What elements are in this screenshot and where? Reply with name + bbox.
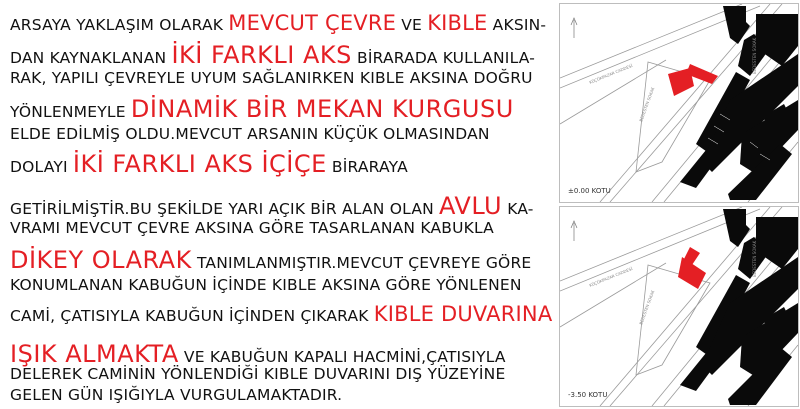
existing-buildings [680,209,798,405]
text-segment: ELDE EDİLMİŞ OLDU.MEVCUT ARSANIN KÜÇÜK OLMASINDAN [10,125,490,143]
svg-text:BEDESTEN SOKAK: BEDESTEN SOKAK [638,289,656,326]
text-line-6 [10,150,408,178]
site-plans [559,0,800,409]
text-segment: VE [396,16,428,34]
text-line-1 [10,11,546,35]
highlight-isik-almakta: IŞIK ALMAKTA [10,340,179,368]
text-segment: KA- [502,200,534,218]
text-segment: VRAMI MEVCUT ÇEVRE AKSINA GÖRE TASARLANAN KABUKLA [10,219,494,237]
text-segment: CAMİ, ÇATISIYLA KABUĞUN İÇİNDEN ÇIKARAK [10,307,374,325]
highlight-iki-farkli-aks-icice: İKİ FARKLI AKS İÇİÇE [72,150,327,178]
text-segment: YÖNLENMEYLE [10,103,131,121]
text-segment: AKSIN- [487,16,547,34]
highlight-dinamik-mekan: DİNAMİK BİR MEKAN KURGUSU [130,95,514,123]
text-line-14 [10,386,342,404]
text-segment: GELEN GÜN IŞIĞIYLA VURGULAMAKTADIR. [10,386,343,404]
text-line-13 [10,365,505,383]
svg-text:KÜÇÜKPAZAR CADDESİ: KÜÇÜKPAZAR CADDESİ [588,63,634,85]
text-line-12 [10,340,506,368]
text-segment: BİRARAYA [326,158,408,176]
text-segment: BİRARADA KULLANILA- [351,49,536,67]
text-line-5 [10,125,490,143]
level-label: -3.50 KOTU [568,391,608,399]
text-line-7 [10,192,534,220]
svg-text:KÜÇÜKPAZAR CADDESİ: KÜÇÜKPAZAR CADDESİ [588,266,634,288]
svg-text:BEDESTEN SOKAK: BEDESTEN SOKAK [638,86,656,123]
text-segment: DAN KAYNAKLANAN [10,49,172,67]
site-plan-ground-level [559,3,799,203]
svg-text:BEDESTEN SOKAK: BEDESTEN SOKAK [752,240,757,277]
text-line-2 [10,41,535,69]
text-segment: DOLAYI [10,158,73,176]
text-segment: RAK, YAPILI ÇEVREYLE UYUM SAĞLANIRKEN KIBLE AKSINA DOĞRU [10,69,533,87]
highlight-iki-farkli-aks: İKİ FARKLI AKS [171,41,352,69]
site-plan-lower-level [559,206,799,407]
north-arrow-icon [571,18,577,38]
north-arrow-icon [571,221,577,241]
mosque-site-highlight [678,247,706,289]
text-line-9 [10,246,531,274]
svg-text:BEDESTEN SOKAK: BEDESTEN SOKAK [752,37,757,74]
level-label: ±0.00 KOTU [568,187,611,195]
highlight-mevcut-cevre: MEVCUT ÇEVRE [228,11,397,35]
text-line-11 [10,302,552,326]
text-line-10 [10,276,522,294]
mosque-site-highlight [668,64,718,96]
text-line-3 [10,69,533,87]
highlight-kible: KIBLE [427,11,488,35]
text-segment: DELEREK CAMİNİN YÖNLENDİĞİ KIBLE DUVARINI DIŞ YÜZEYİNE [10,365,506,383]
existing-buildings [680,6,798,200]
highlight-avlu: AVLU [439,192,503,220]
highlight-dikey-olarak: DİKEY OLARAK [10,246,192,274]
site-plan-drawing [560,207,798,406]
text-line-4 [10,95,514,123]
text-segment: GETİRİLMİŞTİR.BU ŞEKİLDE YARI AÇIK BİR ALAN OLAN [10,200,440,218]
text-segment: KONUMLANAN KABUĞUN İÇİNDE KIBLE AKSINA GÖRE YÖNLENEN [10,276,522,294]
text-segment: TANIMLANMIŞTIR.MEVCUT ÇEVREYE GÖRE [191,254,532,272]
highlight-kible-duvarina: KIBLE DUVARINA [373,302,553,326]
text-line-8 [10,219,494,237]
site-plan-drawing [560,4,798,202]
text-segment: ARSAYA YAKLAŞIM OLARAK [10,16,229,34]
text-segment: VE KABUĞUN KAPALI HACMİNİ,ÇATISIYLA [178,348,506,366]
